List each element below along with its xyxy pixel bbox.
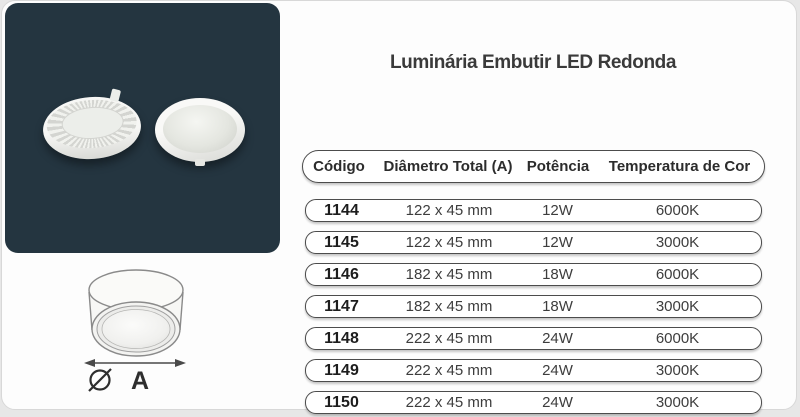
dimension-label: A [131, 367, 150, 395]
cell-temperatura: 3000K [655, 394, 700, 411]
page-title: Luminária Embutir LED Redonda [389, 52, 677, 73]
table-header-row [302, 150, 765, 183]
product-photo [5, 3, 280, 253]
cell-codigo: 1146 [324, 265, 359, 283]
cell-potencia: 12W [542, 234, 573, 251]
cell-temperatura: 3000K [655, 362, 700, 379]
cell-codigo: 1148 [324, 329, 359, 347]
diffuser-face [163, 105, 237, 153]
cell-codigo: 1144 [324, 201, 359, 219]
cell-potencia: 18W [542, 298, 573, 315]
cell-potencia: 18W [542, 266, 573, 283]
cell-codigo: 1149 [324, 361, 359, 379]
cell-diametro: 122 x 45 mm [405, 202, 493, 219]
mounting-clip [109, 88, 121, 102]
diameter-arrow [84, 359, 186, 367]
dimension-diagram [55, 260, 215, 410]
table-row [305, 199, 762, 222]
table-row [305, 391, 762, 414]
column-header-potencia: Potência [526, 158, 590, 175]
cell-diametro: 222 x 45 mm [405, 330, 493, 347]
cell-temperatura: 6000K [655, 202, 700, 219]
cell-temperatura: 6000K [655, 266, 700, 283]
mounting-clip [195, 159, 205, 166]
cell-temperatura: 3000K [655, 234, 700, 251]
cell-codigo: 1147 [324, 297, 359, 315]
cell-temperatura: 6000K [655, 330, 700, 347]
cylinder-drawing [89, 270, 183, 356]
cell-diametro: 222 x 45 mm [405, 394, 493, 411]
cell-codigo: 1150 [324, 393, 359, 411]
cell-potencia: 24W [542, 394, 573, 411]
column-header-diametro: Diâmetro Total (A) [383, 158, 513, 175]
table-row [305, 263, 762, 286]
table-row [305, 359, 762, 382]
cell-codigo: 1145 [324, 233, 359, 251]
column-header-temperatura: Temperatura de Cor [608, 158, 751, 175]
table-row [305, 231, 762, 254]
cell-temperatura: 3000K [655, 298, 700, 315]
cell-potencia: 24W [542, 330, 573, 347]
cell-diametro: 182 x 45 mm [405, 266, 493, 283]
column-header-codigo: Código [313, 158, 365, 175]
diameter-icon [89, 369, 111, 391]
cell-diametro: 122 x 45 mm [405, 234, 493, 251]
cell-diametro: 182 x 45 mm [405, 298, 493, 315]
cell-diametro: 222 x 45 mm [405, 362, 493, 379]
led-panel-front-view [155, 98, 245, 162]
cell-potencia: 12W [542, 202, 573, 219]
led-panel-back-view [41, 94, 143, 163]
table-row [305, 327, 762, 350]
table-row [305, 295, 762, 318]
cell-potencia: 24W [542, 362, 573, 379]
